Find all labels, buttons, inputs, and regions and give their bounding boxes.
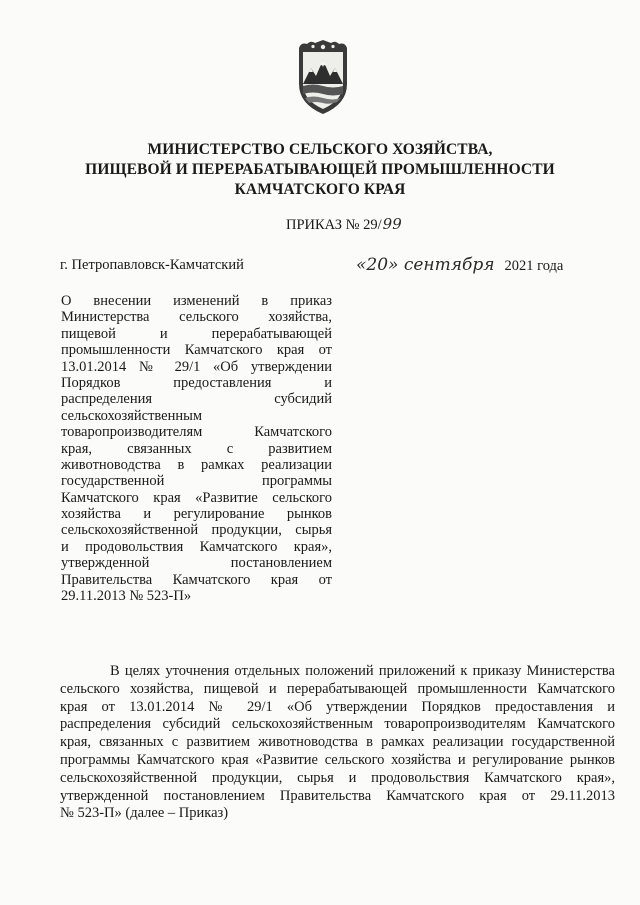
handwritten-date: «20» сентября [356, 255, 495, 275]
order-label: ПРИКАЗ № 29/ [286, 217, 382, 233]
subject-line: утвержденной постановлением [61, 555, 332, 572]
body-line: сельского хозяйства, пищевой и перерабатывающей промышленности Камчатского [60, 680, 615, 697]
body-line: края, связанных с развитием животноводства в рамках реализации государственной [60, 734, 615, 751]
order-handwritten-number: 99 [382, 215, 402, 233]
subject-line: Камчатского края «Развитие сельского [61, 489, 332, 506]
subject-line: государственной программы [61, 473, 332, 490]
body-line: программы Камчатского края «Развитие сельского хозяйства и регулирование рынков [60, 751, 615, 768]
kamchatka-coat-of-arms-icon [293, 38, 353, 116]
ministry-title-line: МИНИСТЕРСТВО СЕЛЬСКОГО ХОЗЯЙСТВА, [147, 141, 493, 158]
body-line: распределения субсидий сельскохозяйственным товаропроизводителям Камчатского [60, 716, 615, 733]
body-line: сельскохозяйственной продукции, сырья и продовольствия Камчатского края», [60, 769, 615, 786]
subject-line: Порядков предоставления и [61, 374, 332, 391]
ministry-title-line: ПИЩЕВОЙ И ПЕРЕРАБАТЫВАЮЩЕЙ ПРОМЫШЛЕННОСТИ [85, 161, 555, 178]
subject-line: Министерства сельского хозяйства, [61, 309, 332, 326]
body-line: № 523-П» (далее – Приказ) [60, 805, 229, 822]
ministry-title-line: КАМЧАТСКОГО КРАЯ [234, 181, 406, 198]
subject-line: Правительства Камчатского края от [61, 571, 332, 588]
subject-line: пищевой и перерабатывающей [61, 325, 332, 342]
subject-line: края, связанных с развитием [61, 440, 332, 457]
body-line: края от 13.01.2014 № 29/1 «Об утверждении Порядков предоставления и [60, 698, 615, 715]
order-subject [61, 293, 332, 604]
order-date [356, 255, 563, 275]
subject-line: 13.01.2014 № 29/1 «Об утверждении [61, 358, 332, 375]
subject-line: О внесении изменений в приказ [61, 293, 332, 309]
order-heading [286, 215, 402, 234]
subject-line: хозяйства и регулирование рынков [61, 506, 332, 523]
subject-line: и продовольствия Камчатского края», [61, 538, 332, 555]
place-of-issue: г. Петропавловск-Камчатский [60, 257, 244, 273]
subject-line: животноводства в рамках реализации [61, 456, 332, 473]
order-preamble [60, 663, 615, 823]
subject-line: сельскохозяйственной продукции, сырья [61, 522, 332, 539]
body-line: В целях уточнения отдельных положений приложений к приказу Министерства [110, 663, 615, 679]
subject-line: распределения субсидий [61, 391, 332, 408]
date-year: 2021 года [504, 258, 564, 274]
subject-line: товаропроизводителям Камчатского [61, 424, 332, 441]
body-line: утвержденной постановлением Правительства Камчатского края от 29.11.2013 [60, 787, 615, 804]
subject-line: сельскохозяйственным [61, 407, 203, 424]
subject-line: промышленности Камчатского края от [61, 342, 332, 359]
subject-line: 29.11.2013 № 523-П» [61, 588, 192, 605]
ministry-title [60, 140, 580, 200]
